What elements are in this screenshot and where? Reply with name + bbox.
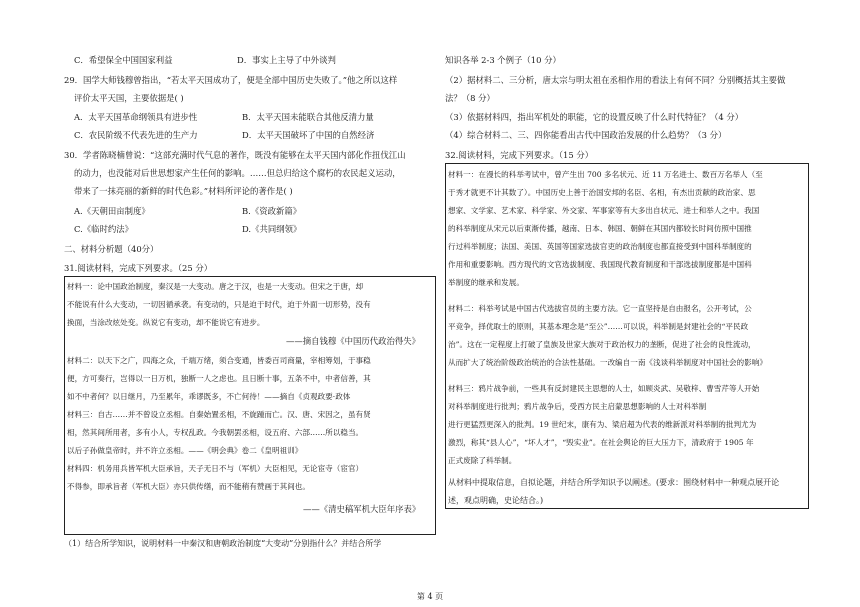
- q30-option-d: D.《共同纲领》: [242, 224, 302, 234]
- q30-option-c: C.《临时约法》: [74, 224, 134, 234]
- q30-stem-line1: 30．学者陈晓楠曾说：“这部充满时代气息的著作，既没有能够在太平天国内部化作扭伐江山: [64, 150, 406, 160]
- q32-m2-line3: 治”。这在一定程度上打破了皇族及世家大族对于政治权力的垄断，促进了社会的良性流动，: [448, 340, 756, 349]
- q31-m4-source: ——《清史稿军机大臣年序表》: [303, 504, 421, 514]
- q32-m2-line4: 从而扩大了统治阶级政治统治的合法性基础。一改编自一南《浅谈科举制度对中国社会的影响》: [448, 358, 767, 367]
- q32-m1-line7: 举制度的继承和发展。: [448, 278, 524, 287]
- q31-sub2-line1: （2）据材料二、三分析，唐太宗与明太祖在丞相作用的看法上有何不同？分别概括其主要做: [445, 75, 786, 85]
- q29-stem-line2: 评价太平天国，主要依据是( ): [74, 93, 184, 103]
- q31-m3-line3: 以后子孙做皇帝时，并不许立丞相。——《明会典》卷二《皇明祖训》: [67, 446, 303, 455]
- q29-option-d: D．太平天国破坏了中国的自然经济: [242, 130, 375, 140]
- q32-m1-line4: 的科举制度从宋元以后東渐传播，越南、日本、韩国、朝鲜在其国内都较长时间仿照中国推: [448, 224, 752, 233]
- q32-ask-line2: 述，观点明确，史论结合。): [448, 496, 544, 505]
- q32-m3-line2: 对科举制度进行批判；鸦片战争后，受西方民主启蒙思想影响的人士对科举制: [448, 402, 707, 411]
- q31-m3-line1: 材料三：自古……并不曾设立丞相。自秦始置丞相，不旋踵而亡。汉、唐、宋因之，虽有贤: [67, 410, 371, 419]
- q31-m4-line1: 材料四：机务用兵皆军机大臣承旨，天子无日不与（军机）大臣相见，无论宦寺（宦官）: [67, 464, 364, 473]
- q32-heading: 32.阅读材料，完成下列要求。（15 分）: [445, 150, 594, 160]
- q30-stem-line3: 带来了一抹亮丽的新鲜的时代色彩。”材料所评论的著作是( ): [74, 186, 293, 196]
- q31-m2-line3: 如不中者何？以日继月，乃至累年，乖谬既多，不亡何待！——摘自《贞观政要·政体: [67, 392, 351, 401]
- q32-m1-line3: 想家、文学家、艺术家、科学家、外交家、军事家等有大多出自状元、进士和举人之中。我国: [448, 206, 760, 215]
- q31-material-box: [64, 276, 436, 535]
- q30-stem-line2: 的动力，也没能对后世思想家产生任何的影响。……但总归给这个腐朽的农民起义运动，: [74, 168, 401, 178]
- q32-m2-line2: 平竞争，择优取士的原则，其基本理念是“至公”……可以说，科举制是封建社会的“平民政: [448, 322, 749, 331]
- q29-option-b: B．太平天国未能联合其他反清力量: [242, 112, 374, 122]
- q31-sub2-line2: 法？（8 分）: [445, 93, 495, 103]
- q31-sub4: （4）综合材料二、三、四你能看出古代中国政治发展的什么趋势？（3 分）: [445, 130, 727, 140]
- q31-m3-line2: 相，然其间所用者，多有小人，专权乱政。今我朝罢丞相，设五府、六部……所以稳当。: [67, 428, 364, 437]
- q32-m1-line6: 作用和重要影响。西方现代的文官选拔制度、我国现代教育制度和干部选拔制度都是中国科: [448, 260, 752, 269]
- q31-sub1: （1）结合所学知识，说明材料一中秦汉和唐朝政治制度“大变动”分别指什么？并结合所学: [64, 539, 382, 548]
- q31-m2-line2: 便，方可奏行，岂得以一日万机，独断一人之虑也。且日断十事，五条不中，中者信善，其: [67, 374, 371, 383]
- q32-m3-line4: 激烈，称其“县人心”，“坏人才”，“毁实业”。在社会舆论的巨大压力下，清政府于 1905 年: [448, 438, 754, 447]
- page-number: 第 4 页: [416, 592, 444, 601]
- q29-option-a: A．太平天国革命纲领具有进步性: [74, 112, 198, 122]
- q30-option-a: A.《天朝田亩制度》: [74, 206, 150, 216]
- q32-m1-line1: 材料一：在漫长的科举考试中，曾产生出 700 多名状元、近 11 万名进士、数百万名举人（至: [448, 170, 763, 179]
- q32-m3-line1: 材料三：鸦片战争前，一些具有反封建民主思想的人士，如顾炎武、吴敬梓、曹雪芹等人开始: [448, 384, 760, 393]
- q31-sub3: （3）依据材料四，指出军机处的职能，它的设置反映了什么时代特征？（4 分）: [445, 112, 744, 122]
- q31-m2-line1: 材料二：以天下之广，四海之众，千端万绪，须合变通，皆委百司商量，宰相筹划，于事稳: [67, 356, 371, 365]
- q31-m4-line2: 不得参，即承旨者（军机大臣）亦只供传缮，而不能稍有赞画于其间也。: [67, 482, 310, 491]
- q29-option-c: C．农民阶级不代表先进的生产力: [74, 130, 198, 140]
- q32-m1-line2: 于秀才就更不计其数了）。中国历史上善于治国安邦的名臣、名相，有杰出贡献的政治家、思: [448, 188, 756, 197]
- q28-option-c: C．希望保全中国国家利益: [74, 55, 173, 65]
- q31-m1-line3: 换面，当涂改炫处变。纵说它有变动，却不能说它有进步。: [67, 318, 265, 327]
- q32-ask-line1: 从材料中提取信息，自拟论题，并结合所学知识予以阐述。(要求：围绕材料中一种观点展开论: [448, 478, 780, 487]
- q29-stem-line1: 29．国学大师钱穆曾指出，“若太平天国成功了，便是全部中国历史失败了。”他之所以这样: [64, 75, 398, 85]
- q31-heading: 31.阅读材料，完成下列要求。（25 分）: [64, 263, 213, 273]
- q28-option-d: D．事实上主导了中外谈判: [237, 55, 336, 65]
- q31-m1-source: ——摘自钱穆《中国历代政治得失》: [286, 336, 420, 346]
- q32-material-box: [445, 163, 809, 509]
- q31-m1-line2: 不能说有什么大变动，一切因循承袭。有变动的，只是迫于时代，迫于外面一切形势，没有: [67, 300, 371, 309]
- q32-m2-line1: 材料二：科举考试是中国古代选拔官员的主要方法。它一直坚持是自由报名，公开考试，公: [448, 304, 752, 313]
- q30-option-b: B.《资政新篇》: [242, 206, 302, 216]
- q32-m3-line3: 进行更猛烈更深入的批判。19 世纪末，康有为、梁启超为代表的维新派对科举制的批判尤为: [448, 420, 757, 429]
- section-heading: 二、材料分析题（40分）: [64, 244, 159, 254]
- q31-sub1-cont: 知识各举 2-3 个例子（10 分）: [445, 55, 561, 65]
- q32-m1-line5: 行过科举制度；法国、美国、英国等国家选拔官吏的政治制度也都直接受到中国科举制度的: [448, 242, 752, 251]
- q31-m1-line1: 材料一：论中国政治制度，秦汉是一大变动。唐之于汉，也是一大变动。但宋之于唐，却: [67, 282, 364, 291]
- q32-m3-line5: 正式废除了科举制。: [448, 456, 517, 465]
